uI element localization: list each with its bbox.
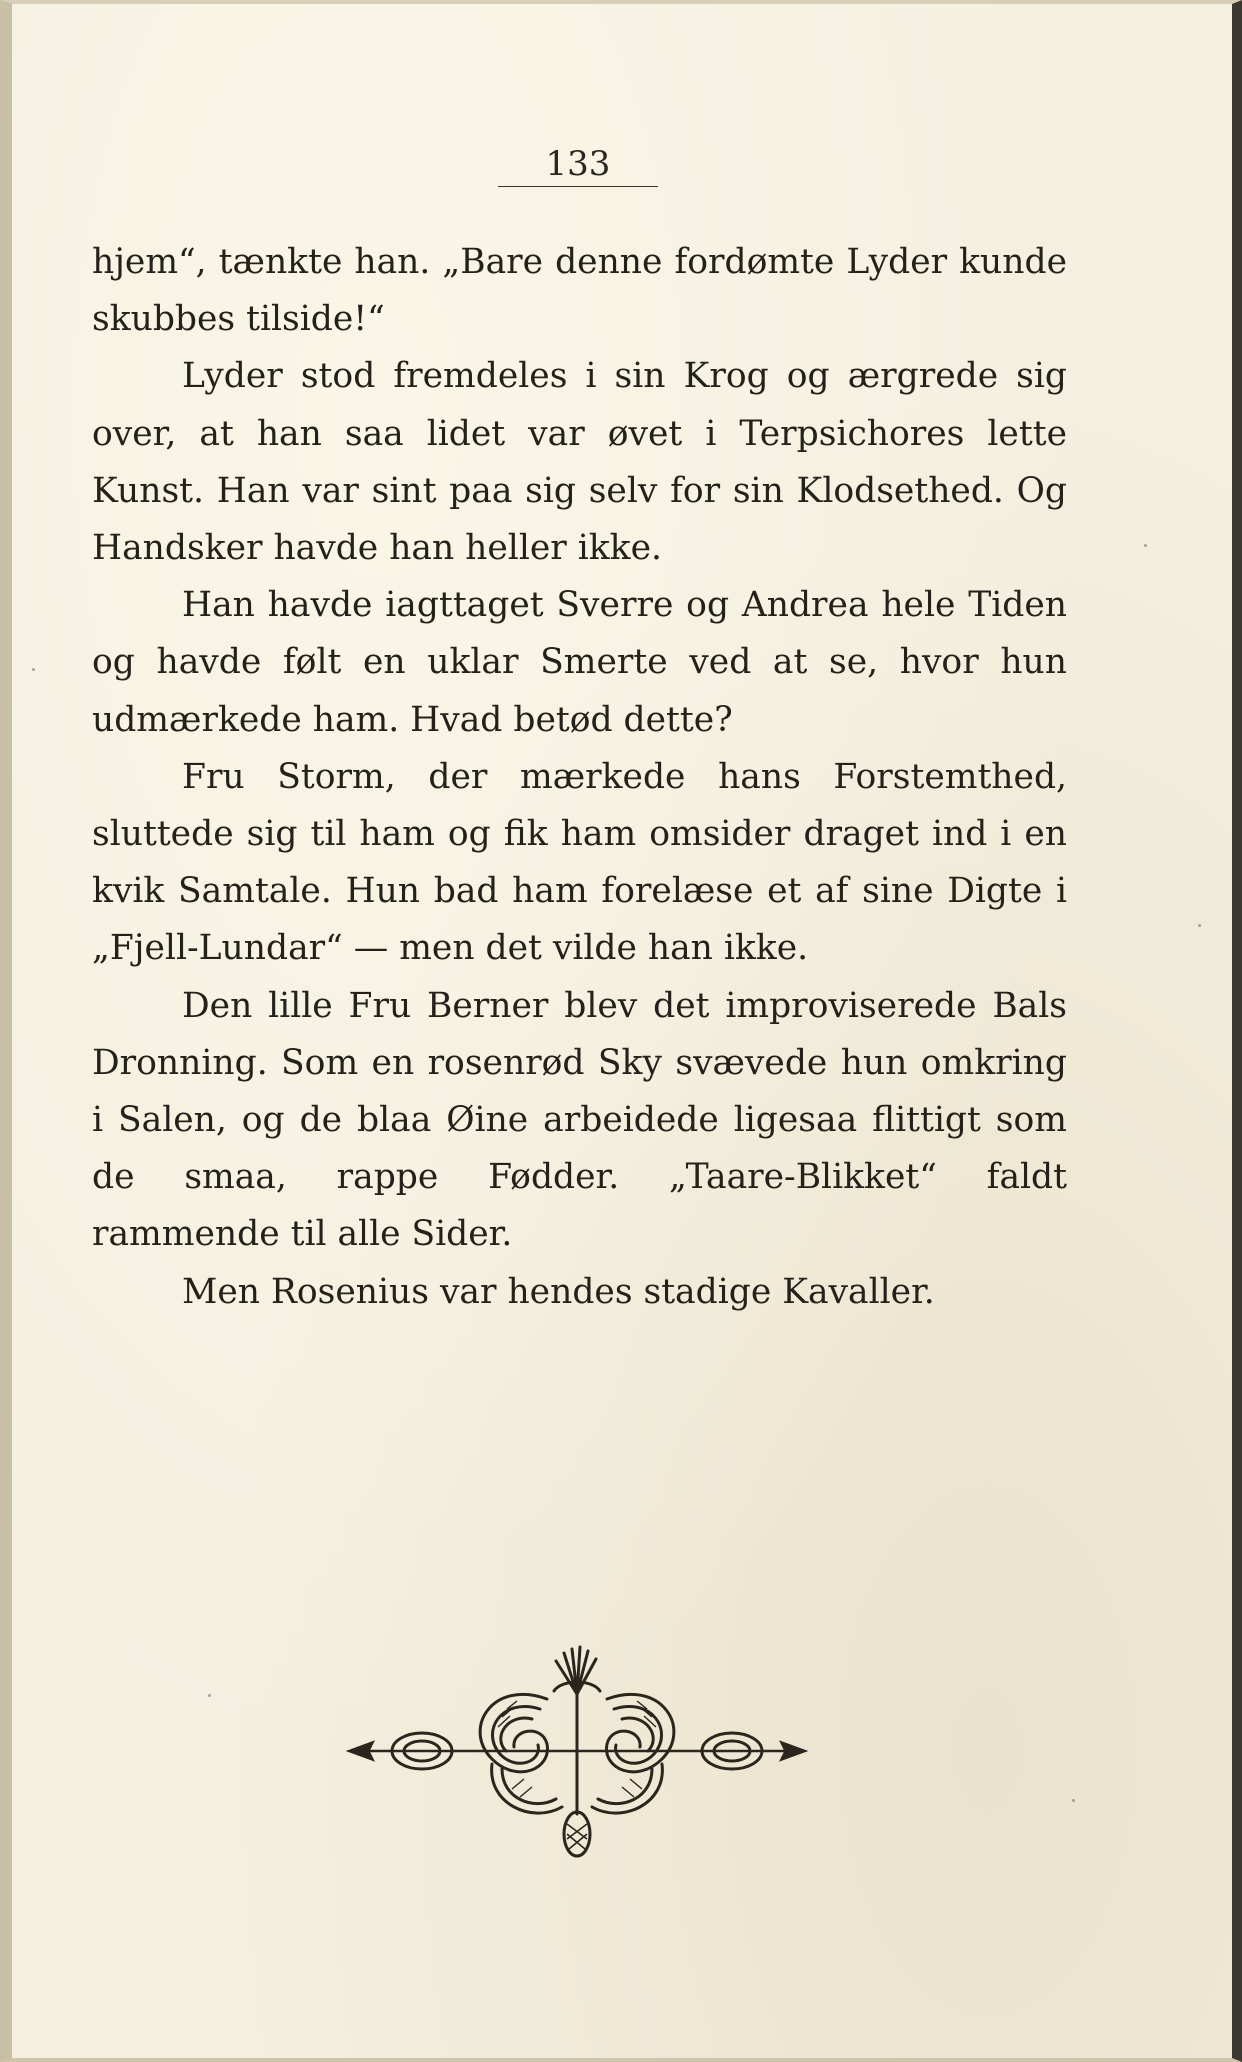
paper-speck bbox=[32, 668, 35, 671]
paragraph: Fru Storm, der mærkede hans Forstemthed, sluttede sig til ham og fik ham omsider draget ind i en kvik Samtale. Hun bad ham forelæse et af sine Digte i „Fjell-Lundar“ — men det vilde han ikke. bbox=[92, 756, 1067, 969]
paragraph: Men Rosenius var hendes stadige Kavaller. bbox=[182, 1271, 935, 1312]
paragraph: Han havde iagttaget Sverre og Andrea hele Tiden og havde følt en uklar Smerte ved at se, hvor hun udmærkede ham. Hvad betød dette? bbox=[92, 585, 1067, 740]
paper-speck bbox=[1144, 544, 1147, 547]
scroll-flourish-icon bbox=[342, 1639, 812, 1869]
paragraph: Den lille Fru Berner blev det improviserede Bals Dronning. Som en rosenrød Sky svævede hun omkring i Salen, og de blaa Øine arbeidede ligesaa flittigt som de smaa, rappe Fødder. „Taare-Blikket“ faldt rammende til alle Sider. bbox=[92, 985, 1067, 1255]
page-number: 133 bbox=[498, 144, 658, 187]
paper-speck bbox=[208, 1694, 211, 1697]
paragraph: Lyder stod fremdeles i sin Krog og ærgrede sig over, at han saa lidet var øvet i Terpsichores lette Kunst. Han var sint paa sig selv for sin Klodsethed. Og Handsker havde han heller ikke. bbox=[92, 356, 1067, 569]
paper-speck bbox=[1072, 1799, 1075, 1802]
body-text bbox=[92, 234, 1067, 1321]
paragraph: hjem“, tænkte han. „Bare denne fordømte Lyder kunde skubbes tilside!“ bbox=[92, 242, 1067, 340]
paper-speck bbox=[1198, 924, 1201, 927]
